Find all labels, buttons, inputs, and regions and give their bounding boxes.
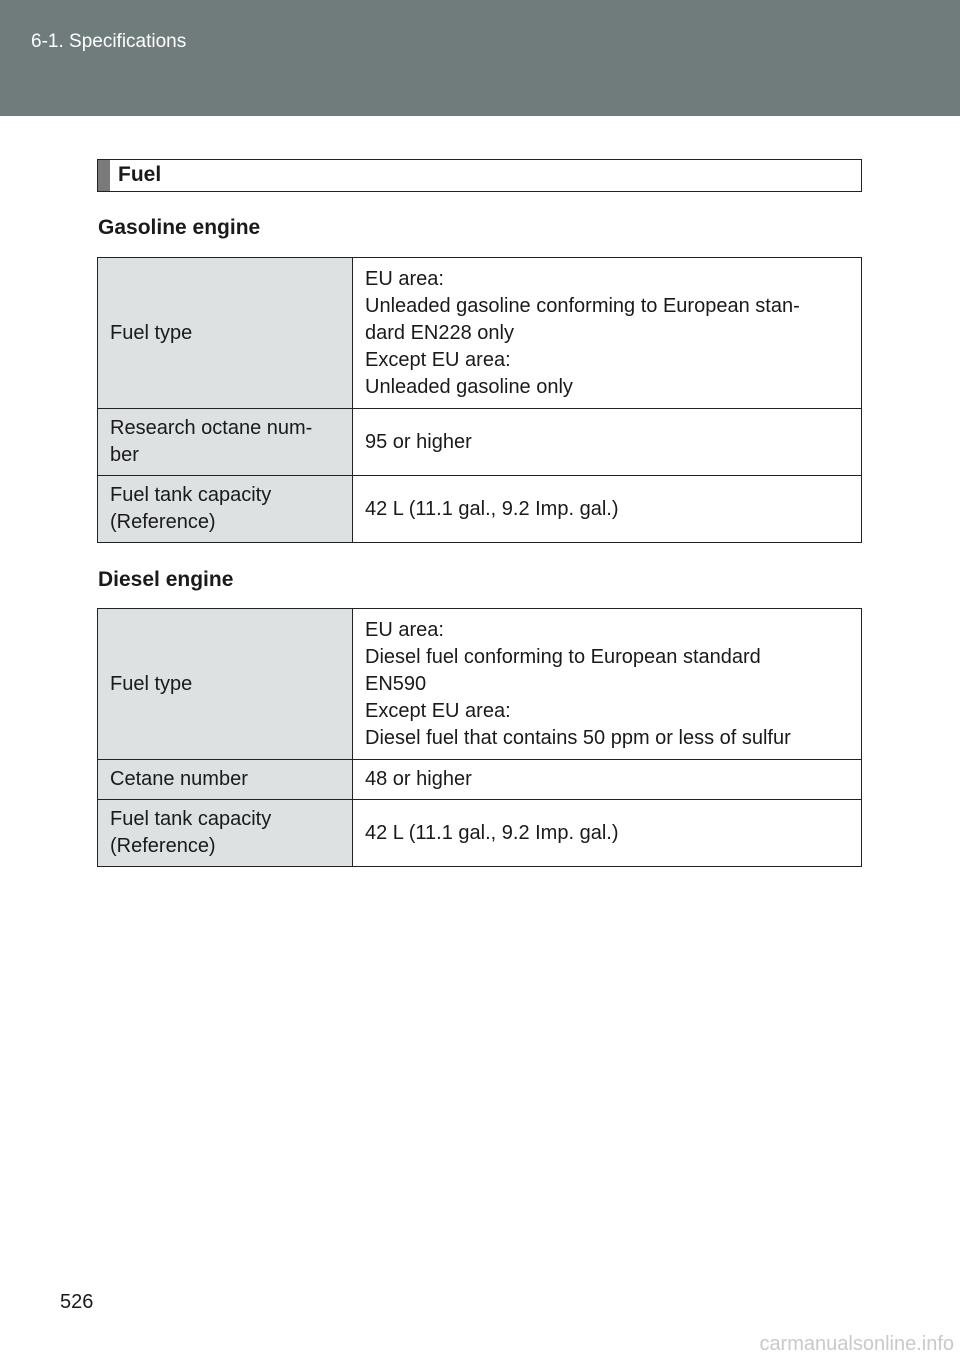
table-row [98,409,862,476]
gasoline-spec-table [97,257,862,543]
value-line: EU area: [365,267,444,290]
value-line: EN590 [365,672,427,695]
header-band [0,0,960,116]
label-line: (Reference) [110,511,216,533]
row-value: 42 L (11.1 gal., 9.2 Imp. gal.) [353,800,862,867]
label-line: Research octane num- [110,417,313,439]
row-label [98,800,353,867]
value-line: Diesel fuel that contains 50 ppm or less of sulfur [365,726,791,749]
watermark: carmanualsonline.info [759,1333,954,1355]
diesel-spec-table [97,608,862,867]
label-line: Fuel tank capacity [110,808,272,830]
table-row [98,476,862,543]
row-value [353,609,862,760]
value-line: Except EU area: [365,699,511,722]
table-row [98,760,862,800]
label-line: ber [110,444,139,466]
table-row [98,800,862,867]
page-number: 526 [60,1291,94,1313]
row-value [353,258,862,409]
fuel-title: Fuel [118,163,162,186]
table-row [98,258,862,409]
label-line: Fuel tank capacity [110,484,272,506]
row-label: Cetane number [98,760,353,800]
value-line: EU area: [365,618,444,641]
row-value: 95 or higher [353,409,862,476]
value-line: Unleaded gasoline conforming to European stan- [365,294,800,317]
gasoline-heading: Gasoline engine [98,216,261,239]
value-line: Unleaded gasoline only [365,375,573,398]
row-value: 48 or higher [353,760,862,800]
row-label: Fuel type [98,609,353,760]
section-label: 6-1. Specifications [31,31,187,52]
label-line: (Reference) [110,835,216,857]
row-label [98,409,353,476]
table-row [98,609,862,760]
value-line: Diesel fuel conforming to European standard [365,645,761,668]
title-accent-bar [98,160,110,191]
value-line: Except EU area: [365,348,511,371]
diesel-heading: Diesel engine [98,568,234,591]
row-label: Fuel type [98,258,353,409]
value-line: dard EN228 only [365,321,514,344]
fuel-title-box [97,159,862,192]
row-value: 42 L (11.1 gal., 9.2 Imp. gal.) [353,476,862,543]
row-label [98,476,353,543]
